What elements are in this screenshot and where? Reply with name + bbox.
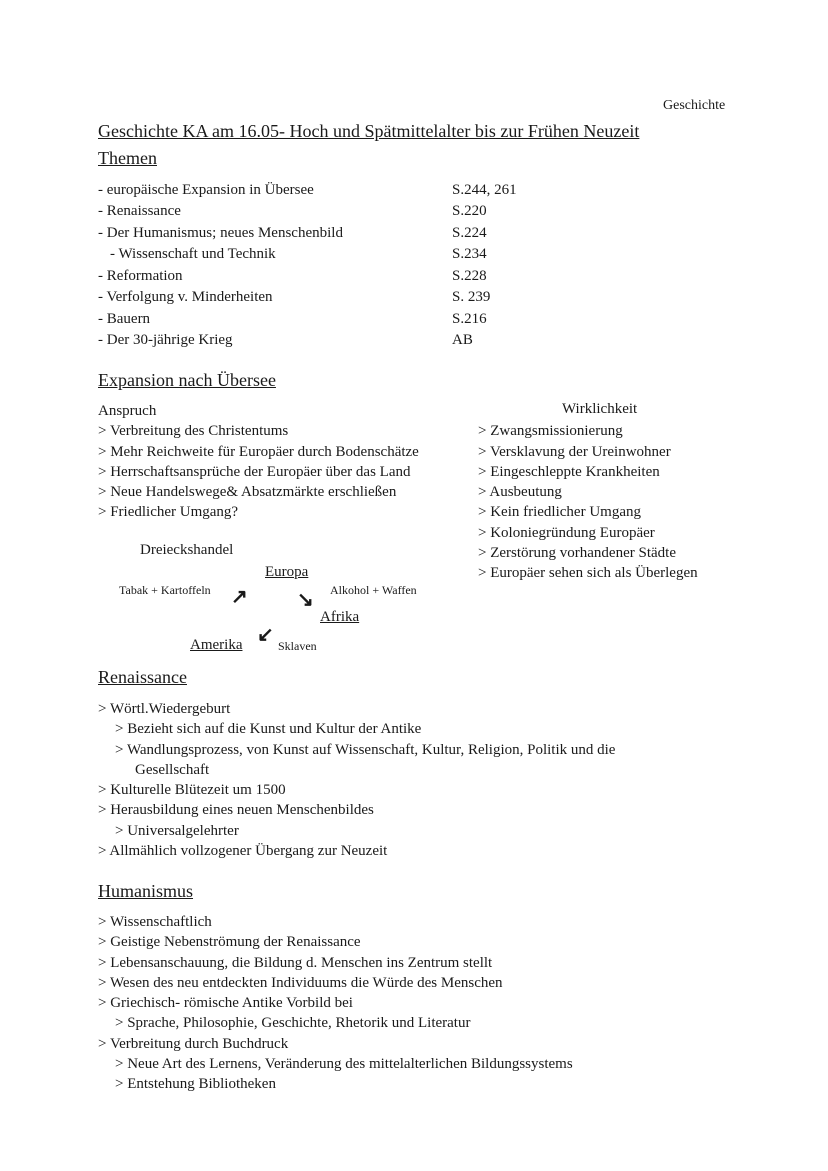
list-item: > Herausbildung eines neuen Menschenbildes [98,802,374,819]
renaissance-heading: Renaissance [98,667,187,687]
themen-heading: Themen [98,148,157,168]
list-item: > Zerstörung vorhandener Städte [478,545,676,562]
document-title: Geschichte KA am 16.05- Hoch und Spätmittelalter bis zur Frühen Neuzeit [98,121,640,141]
list-item: > Entstehung Bibliotheken [115,1076,276,1093]
list-item: > Sprache, Philosophie, Geschichte, Rhetorik und Literatur [115,1015,471,1032]
page-ref: S. 239 [452,289,491,306]
page-ref: AB [452,332,473,349]
list-item: > Koloniegründung Europäer [478,524,655,541]
page-ref: S.224 [452,224,487,241]
europa-label: Europa [265,564,309,580]
topic-row [98,309,598,329]
topic: - Bauern [98,310,151,327]
afrika-label: Afrika [320,609,360,625]
topic: - Der 30-jährige Krieg [98,332,233,349]
themen-list [98,180,598,351]
list-item: Gesellschaft [135,761,210,778]
topic-row [98,223,598,243]
topic: - Der Humanismus; neues Menschenbild [98,224,343,241]
amerika-label: Amerika [190,637,243,653]
list-item: > Ausbeutung [478,484,562,501]
topic-row [98,201,598,221]
list-item: > Mehr Reichweite für Europäer durch Bodenschätze [98,443,419,460]
list-item: > Eingeschleppte Krankheiten [478,463,660,480]
list-item: > Friedlicher Umgang? [98,504,239,521]
list-item: > Versklavung der Ureinwohner [478,443,671,460]
page-ref: S.216 [452,310,487,327]
humanismus-list [98,912,573,1095]
list-item: > Herrschaftsansprüche der Europäer über das Land [98,463,411,480]
list-item: > Verbreitung des Christentums [98,423,289,440]
page-ref: S.234 [452,246,487,263]
list-item: > Europäer sehen sich als Überlegen [478,565,698,582]
topic: - Verfolgung v. Minderheiten [98,289,273,306]
list-item: > Verbreitung durch Buchdruck [98,1035,289,1052]
alkohol-label: Alkohol + Waffen [330,583,417,597]
list-item: > Lebensanschauung, die Bildung d. Menschen ins Zentrum stellt [98,954,493,971]
topic: - Wissenschaft und Technik [110,246,276,263]
anspruch-column [98,401,419,523]
topic-row [98,266,598,286]
humanismus-heading: Humanismus [98,881,194,901]
list-item: > Griechisch- römische Antike Vorbild bei [98,995,353,1012]
arrow-southeast-icon: ↘ [297,589,314,611]
list-item: > Neue Art des Lernens, Veränderung des mittelalterlichen Bildungssystems [115,1056,573,1073]
list-item: > Wesen des neu entdeckten Individuums die Würde des Menschen [98,974,503,991]
list-item: > Kulturelle Blütezeit um 1500 [98,782,286,799]
renaissance-list [98,699,615,861]
list-item: > Universalgelehrter [115,822,239,839]
wirklichkeit-label: Wirklichkeit [562,401,638,417]
wirklichkeit-column [478,421,698,583]
dreieckshandel-label: Dreieckshandel [140,542,234,558]
topic: - Renaissance [98,203,181,220]
list-item: > Bezieht sich auf die Kunst und Kultur der Antike [115,721,422,738]
tabak-label: Tabak + Kartoffeln [119,583,211,597]
list-item: > Wandlungsprozess, von Kunst auf Wissenschaft, Kultur, Religion, Politik und die [115,741,616,758]
header-label: Geschichte [663,98,726,113]
page-ref: S.228 [452,267,487,284]
list-item: > Wissenschaftlich [98,914,212,930]
topic: - europäische Expansion in Übersee [98,182,314,198]
page-ref: S.220 [452,203,487,220]
list-item: > Kein friedlicher Umgang [478,504,641,521]
sklaven-label: Sklaven [278,639,317,653]
topic-row [98,180,598,200]
list-item: > Allmählich vollzogener Übergang zur Neuzeit [98,843,388,860]
arrow-northeast-icon: ↗ [231,586,248,608]
page-ref: S.244, 261 [452,182,517,198]
topic-row [98,330,598,350]
expansion-heading: Expansion nach Übersee [98,370,276,390]
list-item: > Wörtl.Wiedergeburt [98,701,231,717]
topic: - Reformation [98,267,183,284]
arrow-southwest-icon: ↙ [257,624,274,646]
list-item: > Geistige Nebenströmung der Renaissance [98,934,361,951]
list-item: > Zwangsmissionierung [478,423,623,440]
list-item: > Neue Handelswege& Absatzmärkte erschließen [98,484,397,501]
anspruch-label: Anspruch [98,403,157,419]
topic-row [98,287,598,307]
topic-row [98,244,598,264]
